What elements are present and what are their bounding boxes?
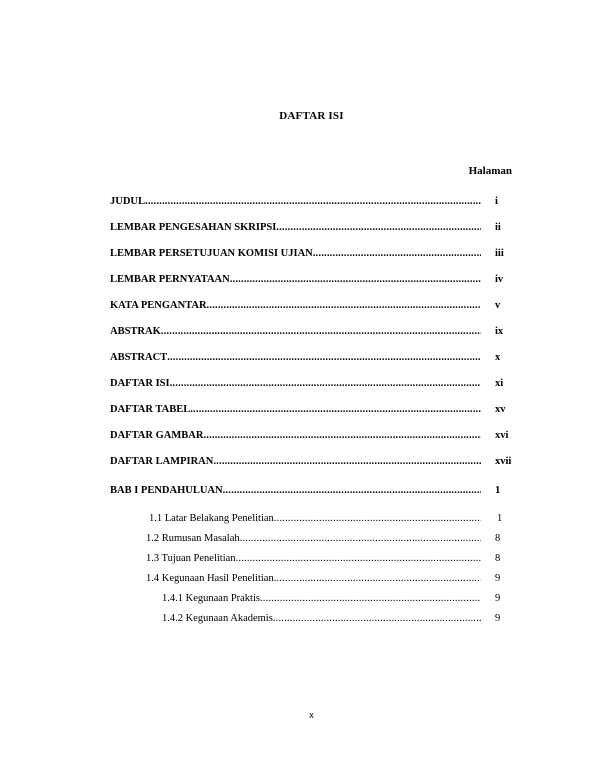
toc-leader-dots: [203, 430, 481, 442]
toc-leader-dots: [213, 456, 481, 468]
toc-entry: [162, 591, 481, 605]
toc-entry: [110, 402, 481, 416]
toc-entry-page: 9: [495, 593, 501, 604]
toc-entry-label: LEMBAR PENGESAHAN SKRIPSI: [110, 222, 277, 233]
toc-entry-page: v: [495, 300, 501, 311]
toc-entry-label: KATA PENGANTAR: [110, 300, 207, 311]
toc-entry-page: xvii: [495, 456, 512, 467]
toc-leader-dots: [313, 248, 481, 260]
toc-leader-dots: [274, 513, 481, 525]
toc-entry-page: 1: [495, 485, 501, 496]
toc-entry-label: JUDUL: [110, 196, 146, 207]
toc-entry-label: ABSTRACT: [110, 352, 168, 363]
toc-entry-page: 8: [495, 553, 501, 564]
page-column-header: Halaman: [468, 165, 512, 177]
toc-entry-label: DAFTAR TABEL: [110, 404, 191, 415]
toc-entry-label: 1.3 Tujuan Penelitian: [146, 553, 236, 564]
toc-leader-dots: [145, 196, 481, 208]
toc-entry: [110, 376, 481, 390]
toc-entry-page: xvi: [495, 430, 509, 441]
toc-leader-dots: [273, 613, 481, 625]
toc-entry-page: xv: [495, 404, 506, 415]
toc-entry-page: ii: [495, 222, 501, 233]
toc-entry-page: iii: [495, 248, 504, 259]
toc-leader-dots: [161, 326, 481, 338]
page-title: DAFTAR ISI: [279, 110, 344, 122]
toc-entry-page: ix: [495, 326, 504, 337]
toc-entry-label: 1.4 Kegunaan Hasil Penelitian: [146, 573, 274, 584]
toc-entry: [146, 571, 481, 585]
toc-entry-label: 1.4.2 Kegunaan Akademis: [162, 613, 273, 624]
toc-entry-label: LEMBAR PERNYATAAN: [110, 274, 230, 285]
toc-entry-page: 1: [497, 513, 503, 524]
toc-entry: [162, 611, 481, 625]
toc-entry-label: 1.1 Latar Belakang Penelitian: [149, 513, 274, 524]
toc-entry-label: 1.4.1 Kegunaan Praktis: [162, 593, 260, 604]
page-number-footer: x: [309, 710, 314, 720]
toc-entry-label: ABSTRAK: [110, 326, 161, 337]
toc-entry: [110, 220, 481, 234]
toc-entry-page: iv: [495, 274, 504, 285]
toc-leader-dots: [240, 533, 481, 545]
toc-entry: [110, 483, 481, 497]
toc-leader-dots: [190, 404, 481, 416]
toc-entry: [146, 531, 481, 545]
toc-entry-label: DAFTAR GAMBAR: [110, 430, 204, 441]
toc-leader-dots: [260, 593, 481, 605]
toc-entry-label: BAB I PENDAHULUAN: [110, 485, 223, 496]
toc-entry-page: 8: [495, 533, 501, 544]
toc-entry-page: xi: [495, 378, 504, 389]
toc-entry: [110, 428, 481, 442]
toc-leader-dots: [230, 274, 481, 286]
toc-entry: [110, 454, 481, 468]
toc-entry: [110, 298, 481, 312]
toc-entry-page: x: [495, 352, 501, 363]
toc-leader-dots: [170, 378, 481, 390]
toc-entry: [110, 324, 481, 338]
toc-entry-page: i: [495, 196, 498, 207]
toc-leader-dots: [276, 222, 481, 234]
toc-entry: [149, 511, 481, 525]
toc-leader-dots: [223, 485, 481, 497]
toc-entry: [146, 551, 481, 565]
toc-entry: [110, 194, 481, 208]
toc-entry-label: DAFTAR LAMPIRAN: [110, 456, 214, 467]
toc-entry: [110, 350, 481, 364]
toc-leader-dots: [207, 300, 481, 312]
toc-entry-page: 9: [495, 613, 501, 624]
toc-entry: [110, 272, 481, 286]
toc-leader-dots: [167, 352, 481, 364]
toc-entry: [110, 246, 481, 260]
toc-entry-label: LEMBAR PERSETUJUAN KOMISI UJIAN: [110, 248, 313, 259]
toc-leader-dots: [274, 573, 481, 585]
toc-entry-label: DAFTAR ISI: [110, 378, 170, 389]
toc-leader-dots: [236, 553, 481, 565]
toc-entry-label: 1.2 Rumusan Masalah: [146, 533, 240, 544]
toc-entry-page: 9: [495, 573, 501, 584]
